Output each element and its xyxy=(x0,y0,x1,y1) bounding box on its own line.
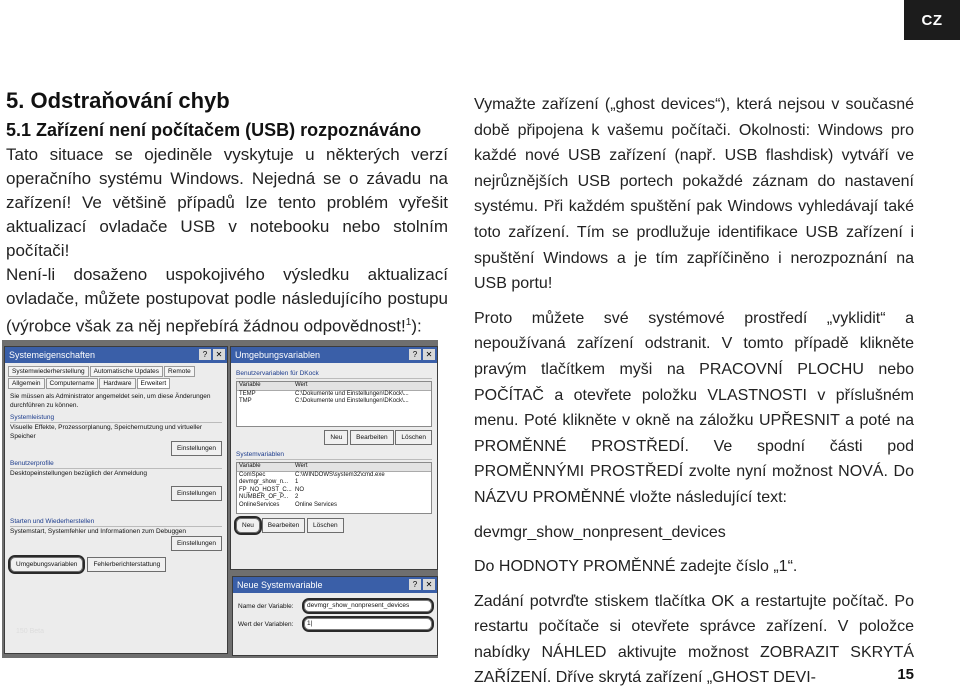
close-icon[interactable]: ✕ xyxy=(423,349,435,360)
variable-name-label: Name der Variable: xyxy=(238,602,294,610)
user-delete-button[interactable]: Löschen xyxy=(395,430,432,445)
intro-paragraph: Tato situace se ojediněle vyskytuje u některých verzí operačního systému Windows. Nejedná se o závadu na zařízení! Ve většině případů lze tento problém vyřešit aktualizací ovladače USB v notebooku nebo stolním počítači! xyxy=(6,145,448,260)
list-item[interactable]: ComSpec C:\WINDOWS\system32\cmd.exe xyxy=(239,471,385,478)
variable-value-text: Do HODNOTY PROMĚNNÉ zadejte číslo „1“. xyxy=(474,558,798,576)
list-item[interactable]: NUMBER_OF_P... 2 xyxy=(239,494,299,500)
close-icon[interactable]: ✕ xyxy=(423,579,435,590)
list-item[interactable]: TMP C:\Dokumente und Einstellungen\DKock\... xyxy=(239,398,409,404)
system-edit-button[interactable]: Bearbeiten xyxy=(262,518,305,533)
env-pane xyxy=(231,363,437,536)
tab-system-restore[interactable]: Systemwiederherstellung xyxy=(8,366,89,377)
variable-name-text: devmgr_show_nonpresent_devices xyxy=(474,523,726,541)
variable-name-input[interactable]: devmgr_show_nonpresent_devices xyxy=(304,600,432,612)
right-column xyxy=(474,92,914,691)
performance-text: Visuelle Effekte, Prozessorplanung, Speichernutzung und virtueller Speicher xyxy=(10,424,202,440)
startup-text: Systemstart, Systemfehler und Informationen zum Debuggen xyxy=(10,528,186,535)
user-variables-list[interactable]: Variable Wert TEMP C:\Dokumente und Einstellungen\DKock\... TMP C:\Dokumente und Einstellungen\DKock\... xyxy=(236,381,432,427)
tab-auto-updates[interactable]: Automatische Updates xyxy=(90,366,163,377)
version-label: 150 Beta xyxy=(16,628,45,635)
tab-remote[interactable]: Remote xyxy=(164,366,195,377)
user-edit-button[interactable]: Bearbeiten xyxy=(350,430,393,445)
variable-value-label: Wert der Variablen: xyxy=(238,620,294,628)
user-variables-group: Benutzervariablen für DKock xyxy=(236,369,432,379)
error-reporting-button[interactable]: Fehlerberichterstattung xyxy=(87,557,166,572)
steps-paragraph: Proto můžete své systémové prostředí „vyklidit“ a nepoužívaná zařízení odstranit. V tomto případě klikněte pravým tlačítkem myši na PRACOVNÍ PLOCHU nebo POČÍTAČ a otevřete položku VLASTNOSTI v příslušném menu. Poté klikněte v okně na záložku UPŘESNIT a poté na PROMĚNNÉ PROSTŘEDÍ. Ve spodní části pod PROMĚNNÝMI PROSTŘEDÍ zvolte nyní možnost NOVÁ. Do NÁZVU PROMĚNNÉ vložte následující text: xyxy=(474,309,914,506)
startup-group: Starten und Wiederherstellen xyxy=(10,517,222,527)
tab-computer-name[interactable]: Computername xyxy=(46,378,99,389)
window-title: Umgebungsvariablen ? ✕ xyxy=(231,347,437,363)
language-badge: CZ xyxy=(904,0,960,40)
subsection-heading: 5.1 Zařízení není počítačem (USB) rozpoznáváno xyxy=(6,120,422,140)
windows-screenshot xyxy=(2,340,438,658)
help-icon[interactable]: ? xyxy=(409,349,421,360)
instruction-paragraph: Není-li dosaženo uspokojivého výsledku aktualizací ovladače, můžete postupovat podle následujícího postupu (výrobce však za něj nepřebírá žádnou odpovědnost!$^1$): xyxy=(6,265,448,336)
confirm-paragraph: Zadání potvrďte stiskem tlačítka OK a restartujte počítač. Po restartu počítače si otevřete správce zařízení. V položce nabídky NÁHLED aktivujte možnost ZOBRAZIT SKRYTÁ ZAŘÍZENÍ. Dříve skrytá zařízení „GHOST DEVI- xyxy=(474,592,914,687)
startup-settings-button[interactable]: Einstellungen xyxy=(171,536,222,551)
close-icon[interactable]: ✕ xyxy=(213,349,225,360)
advanced-pane xyxy=(5,389,227,575)
new-system-variable-dialog xyxy=(232,576,438,656)
system-new-button[interactable]: Neu xyxy=(236,518,260,533)
environment-variables-button[interactable]: Umgebungsvariablen xyxy=(10,557,83,572)
left-column xyxy=(6,88,448,339)
user-new-button[interactable]: Neu xyxy=(324,430,348,445)
system-properties-window xyxy=(4,346,228,654)
list-item[interactable]: FP_NO_HOST_C... NO xyxy=(239,486,304,493)
window-title: Systemeigenschaften ? ✕ xyxy=(5,347,227,363)
system-variables-group: Systemvariablen xyxy=(236,450,432,460)
new-variable-pane xyxy=(233,593,437,633)
tab-strip xyxy=(5,363,227,389)
footnote-marker: 1 xyxy=(405,317,412,328)
variable-value-input[interactable]: 1| xyxy=(304,618,432,630)
list-item[interactable]: TEMP C:\Dokumente und Einstellungen\DKock\... xyxy=(239,390,409,397)
help-icon[interactable]: ? xyxy=(409,579,421,590)
performance-settings-button[interactable]: Einstellungen xyxy=(171,441,222,456)
system-delete-button[interactable]: Löschen xyxy=(307,518,344,533)
environment-variables-window xyxy=(230,346,438,570)
tab-advanced[interactable]: Erweitert xyxy=(137,378,171,389)
tab-hardware[interactable]: Hardware xyxy=(99,378,135,389)
list-item[interactable]: devmgr_show_n... 1 xyxy=(239,479,299,485)
profiles-text: Desktopeinstellungen bezüglich der Anmeldung xyxy=(10,470,147,477)
system-variables-list[interactable]: Variable Wert ComSpec C:\WINDOWS\system32\cmd.exe devmgr_show_n... 1 FP_NO_HOST_C... NO NUMBER_OF_P... 2 OnlineServices Online Services xyxy=(236,462,432,514)
help-icon[interactable]: ? xyxy=(199,349,211,360)
performance-group: Systemleistung xyxy=(10,413,222,423)
page-number: 15 xyxy=(897,666,914,683)
section-heading: 5. Odstraňování chyb xyxy=(6,88,230,113)
ghost-devices-paragraph: Vymažte zařízení („ghost devices“), která nejsou v současné době připojena k vašemu počítači. Okolnosti: Windows pro každé nové USB zařízení (např. USB flashdisk) vytváří ve nejrůznějších USB portech pokaždé záznam do nastavení systému. Při každém spuštění pak Windows vyhledávají také toto zařízení. Tím se prodlužuje identifikace USB zařízení i spuštění Windows a je tím zapříčiněno i nerozpoznání na USB portu! xyxy=(474,96,914,293)
tab-general[interactable]: Allgemein xyxy=(8,378,45,389)
profiles-settings-button[interactable]: Einstellungen xyxy=(171,486,222,501)
admin-note: Sie müssen als Administrator angemeldet sein, um diese Änderungen durchführen zu können. xyxy=(10,393,211,409)
profiles-group: Benutzerprofile xyxy=(10,459,222,469)
list-item[interactable]: OnlineServices Online Services xyxy=(239,501,338,508)
window-title: Neue Systemvariable ? ✕ xyxy=(233,577,437,593)
